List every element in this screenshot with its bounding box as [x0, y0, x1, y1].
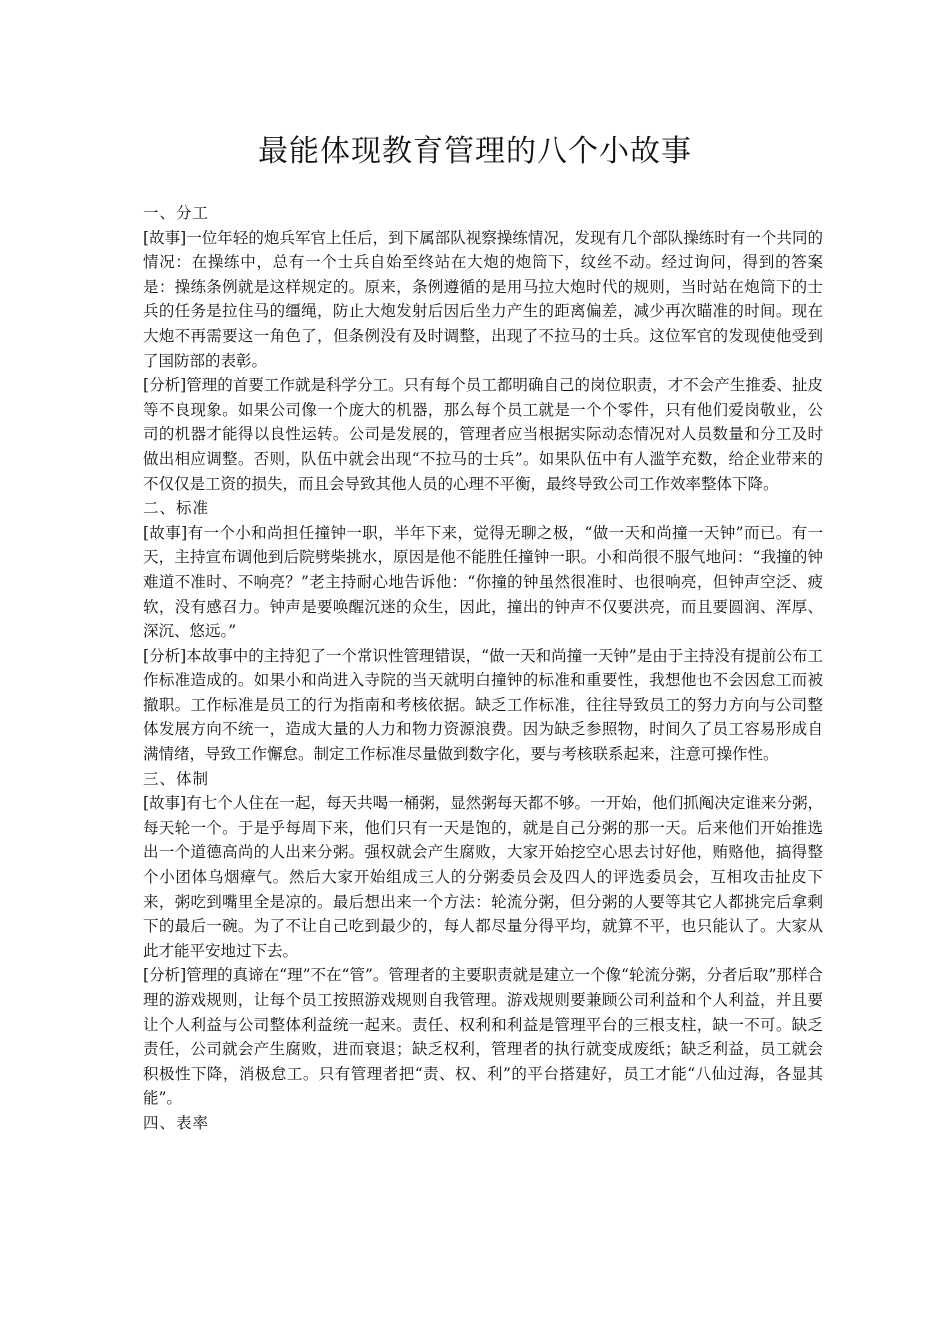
document-title: 最能体现教育管理的八个小故事 — [258, 134, 692, 169]
section-heading: 二、标准 — [143, 499, 210, 518]
section-heading: 三、体制 — [143, 769, 210, 788]
story-paragraph: [故事]一位年轻的炮兵军官上任后，到下属部队视察操练情况，发现有几个部队操练时有一个共同的情况：在操练中，总有一个士兵自始至终站在大炮的炮筒下，纹丝不动。经过询问，得到的答案是：操练条例就是这样规定的。原来，条例遵循的是用马拉大炮时代的规则，当时站在炮筒下的士兵的任务是拉住马的缰绳，防止大炮发射后因后坐力产生的距离偏差，减少再次瞄准的时间。现在大炮不再需要这一角色了，但条例没有及时调整，出现了不拉马的士兵。这位军官的发现使他受到了国防部的表彰。 — [143, 228, 823, 370]
document-body — [143, 201, 823, 1136]
analysis-paragraph: [分析]管理的真谛在“理”不在“管”。管理者的主要职责就是建立一个像“轮流分粥，分者后取”那样合理的游戏规则，让每个员工按照游戏规则自我管理。游戏规则要兼顾公司利益和个人利益，并且要让个人利益与公司整体利益统一起来。责任、权利和利益是管理平台的三根支柱，缺一不可。缺乏责任，公司就会产生腐败，进而衰退；缺乏权利，管理者的执行就变成废纸；缺乏利益，员工就会积极性下降，消极怠工。只有管理者把“责、权、利”的平台搭建好，员工才能“八仙过海，各显其能”。 — [143, 966, 823, 1108]
analysis-paragraph: [分析]管理的首要工作就是科学分工。只有每个员工都明确自己的岗位职责，才不会产生推委、扯皮等不良现象。如果公司像一个庞大的机器，那么每个员工就是一个个零件，只有他们爱岗敬业，公司的机器才能得以良性运转。公司是发展的，管理者应当根据实际动态情况对人员数量和分工及时做出相应调整。否则，队伍中就会出现“不拉马的士兵”。如果队伍中有人滥竽充数，给企业带来的不仅仅是工资的损失，而且会导致其他人员的心理不平衡，最终导致公司工作效率整体下降。 — [143, 376, 823, 493]
story-paragraph: [故事]有七个人住在一起，每天共喝一桶粥，显然粥每天都不够。一开始，他们抓阄决定谁来分粥，每天轮一个。于是乎每周下来，他们只有一天是饱的，就是自己分粥的那一天。后来他们开始推选出一个道德高尚的人出来分粥。强权就会产生腐败，大家开始挖空心思去讨好他，贿赂他，搞得整个小团体乌烟瘴气。然后大家开始组成三人的分粥委员会及四人的评选委员会，互相攻击扯皮下来，粥吃到嘴里全是凉的。最后想出来一个方法：轮流分粥，但分粥的人要等其它人都挑完后拿剩下的最后一碗。为了不让自己吃到最少的，每人都尽量分得平均，就算不平，也只能认了。大家从此才能平安地过下去。 — [143, 794, 823, 960]
analysis-paragraph: [分析]本故事中的主持犯了一个常识性管理错误，“做一天和尚撞一天钟”是由于主持没有提前公布工作标准造成的。如果小和尚进入寺院的当天就明白撞钟的标准和重要性，我想他也不会因怠工而被撤职。工作标准是员工的行为指南和考核依据。缺乏工作标准，往往导致员工的努力方向与公司整体发展方向不统一，造成大量的人力和物力资源浪费。因为缺乏参照物，时间久了员工容易形成自满情绪，导致工作懈怠。制定工作标准尽量做到数字化，要与考核联系起来，注意可操作性。 — [143, 646, 823, 764]
section-heading: 四、表率 — [143, 1113, 210, 1132]
story-paragraph: [故事]有一个小和尚担任撞钟一职，半年下来，觉得无聊之极，“做一天和尚撞一天钟”而已。有一天，主持宣布调他到后院劈柴挑水，原因是他不能胜任撞钟一职。小和尚很不服气地问：“我撞的钟难道不准时、不响亮？”老主持耐心地告诉他：“你撞的钟虽然很准时、也很响亮，但钟声空泛、疲软，没有感召力。钟声是要唤醒沉迷的众生，因此，撞出的钟声不仅要洪亮，而且要圆润、浑厚、深沉、悠远。” — [143, 523, 823, 641]
section-heading: 一、分工 — [143, 204, 210, 222]
